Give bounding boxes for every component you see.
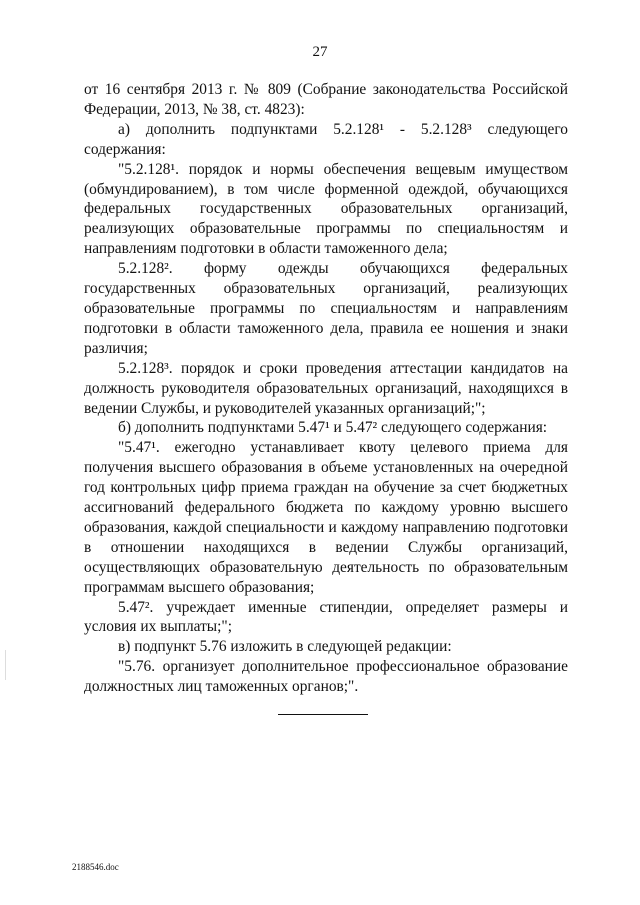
paragraph-5-76: "5.76. организует дополнительное профессиональное образование должностных лиц таможенных органов;". <box>84 658 568 696</box>
paragraph-item-v: в) подпункт 5.76 изложить в следующей редакции: <box>118 638 452 656</box>
end-rule <box>278 714 368 715</box>
paragraph-5-2-128-2: 5.2.128². форму одежды обучающихся федеральных государственных образовательных организаций, реализующих образовательные программы по специальностям и направлениям подготовки в области таможенного дела, правила ее ношения и знаки различия; <box>84 260 568 357</box>
paragraph-intro: от 16 сентября 2013 г. № 809 (Собрание законодательства Российской Федерации, 2013, № 38, ст. 4823): <box>84 81 568 118</box>
paragraph-5-2-128-1: "5.2.128¹. порядок и нормы обеспечения вещевым имуществом (обмундированием), в том числе форменной одеждой, обучающихся федеральных государственных образовательных организаций, реализующих образовательные программы по специальностям и направлениям подготовки в области таможенного дела; <box>84 160 568 258</box>
paragraph-item-a: а) дополнить подпунктами 5.2.128¹ - 5.2.128³ следующего содержания: <box>84 120 568 158</box>
margin-scan-mark <box>5 650 6 680</box>
document-body <box>84 80 568 697</box>
paragraph-5-47-1: "5.47¹. ежегодно устанавливает квоту целевого приема для получения высшего образования в объеме установленных на очередной год контрольных цифр приема граждан на обучение за счет бюджетных ассигнований федерального бюджета по каждому уровню высшего образования, каждой специальности и каждому направлению подготовки в отношении находящихся в ведении Службы организаций, осуществляющих образовательную деятельность по образовательным программам высшего образования; <box>84 439 568 596</box>
footer-filename: 2188546.doc <box>72 862 119 872</box>
paragraph-5-47-2: 5.47². учреждает именные стипендии, определяет размеры и условия их выплаты;"; <box>84 598 568 636</box>
paragraph-5-2-128-3: 5.2.128³. порядок и сроки проведения аттестации кандидатов на должность руководителя образовательных организаций, находящихся в ведении Службы, и руководителей указанных организаций;"; <box>84 359 568 417</box>
paragraph-item-b: б) дополнить подпунктами 5.47¹ и 5.47² следующего содержания: <box>118 419 548 437</box>
page-number: 27 <box>312 44 328 60</box>
